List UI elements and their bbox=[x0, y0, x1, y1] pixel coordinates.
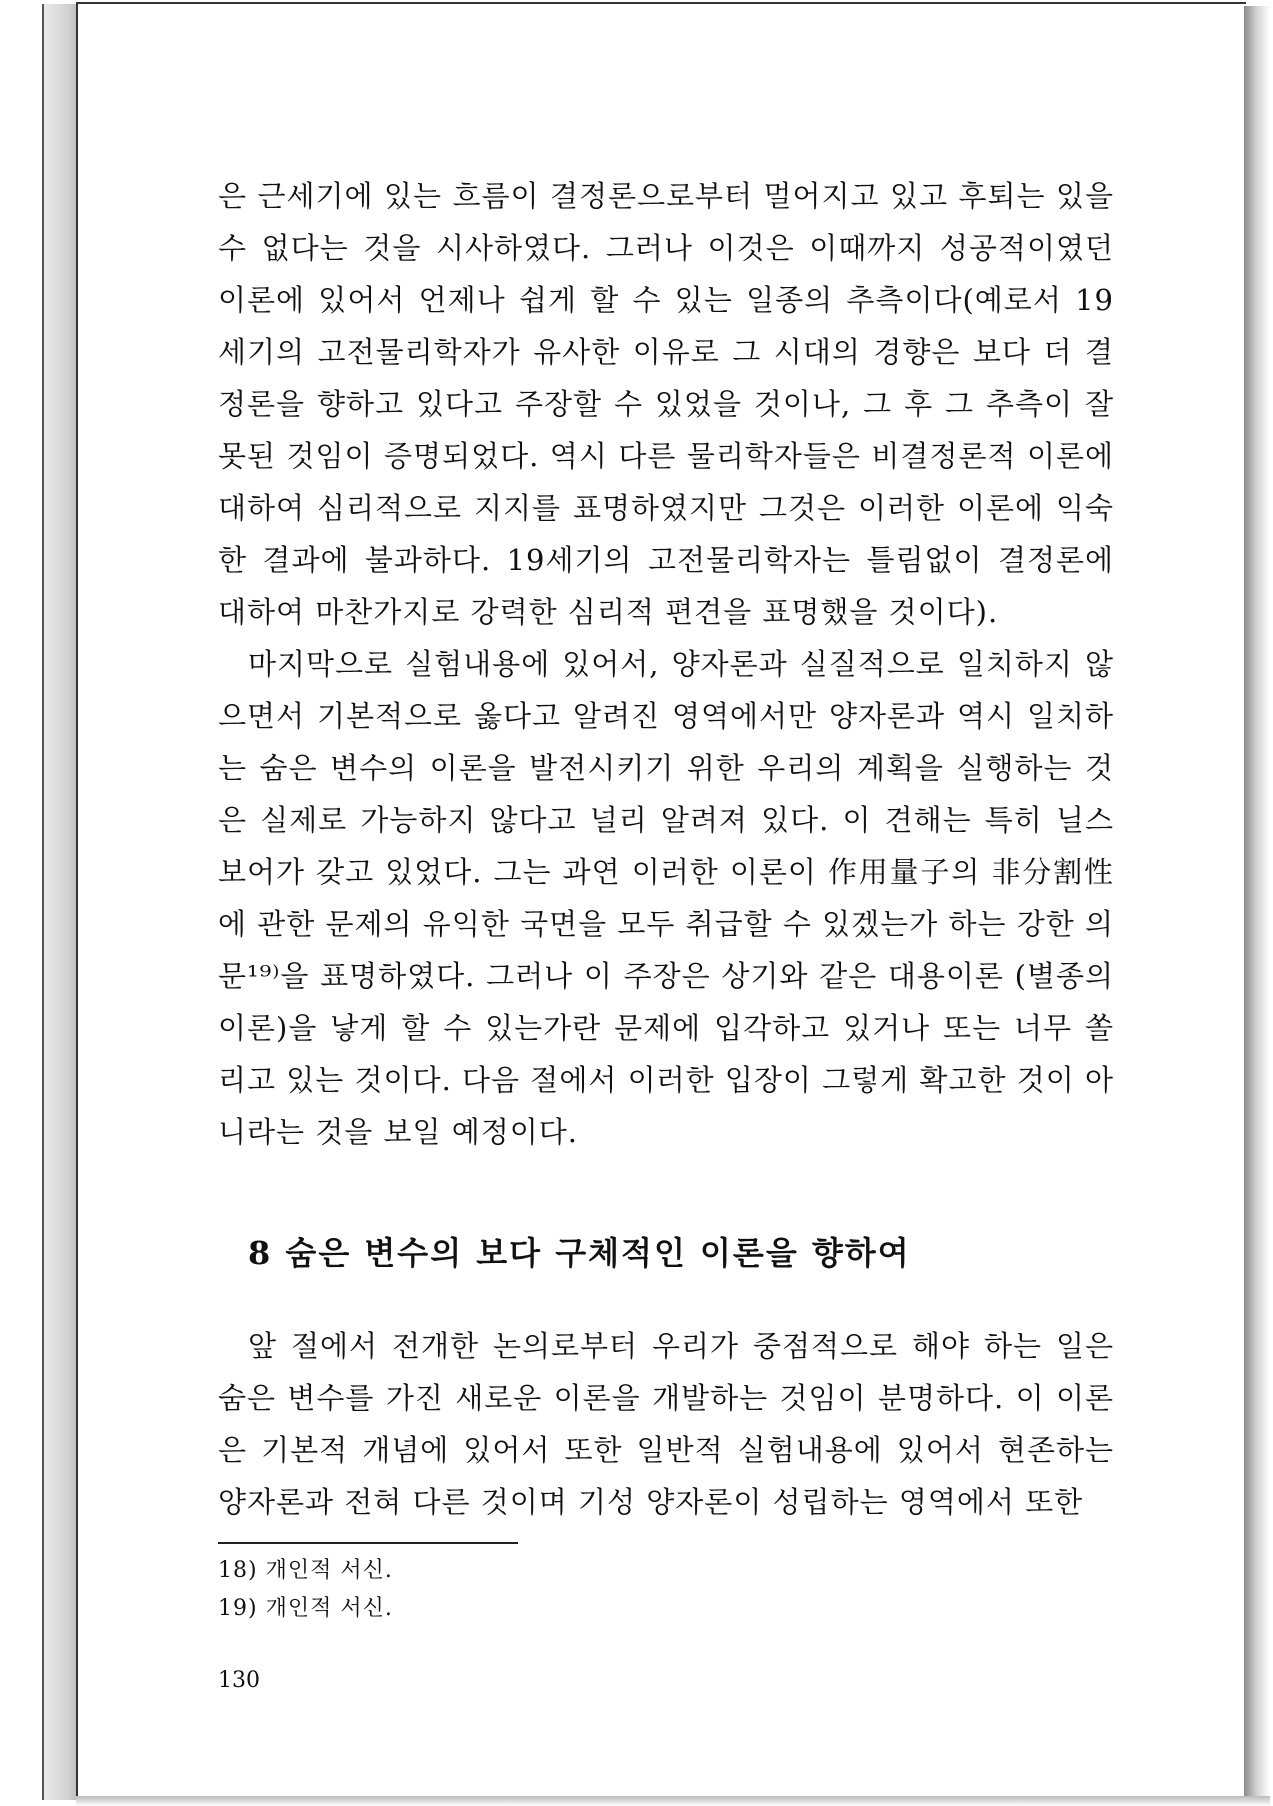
footnote-divider bbox=[218, 1542, 518, 1544]
page-content bbox=[218, 170, 1114, 1693]
footnote-19: 19) 개인적 서신. bbox=[218, 1596, 393, 1621]
section-paragraph: 앞 절에서 전개한 논의로부터 우리가 중점적으로 해야 하는 일은 숨은 변수를 가진 새로운 이론을 개발하는 것임이 분명하다. 이 이론은 기본적 개념에 있어서 또한 일반적 실험내용에 있어서 현존하는 양자론과 전혀 다른 것이며 기성 양자론이 성립하는 영역에서 또한 bbox=[218, 1329, 1114, 1519]
body-paragraph-2: 마지막으로 실험내용에 있어서, 양자론과 실질적으로 일치하지 않으면서 기본적으로 옳다고 알려진 영역에서만 양자론과 역시 일치하는 숨은 변수의 이론을 발전시키기 위한 우리의 계획을 실행하는 것은 실제로 가능하지 않다고 널리 알려져 있다. 이 견해는 특히 닐스 보어가 갖고 있었다. 그는 과연 이러한 이론이 作用量子의 非分割性에 관한 문제의 유익한 국면을 모두 취급할 수 있겠는가 하는 강한 의문¹⁹⁾을 표명하였다. 그러나 이 주장은 상기와 같은 대용이론 (별종의 이론)을 낳게 할 수 있는가란 문제에 입각하고 있거나 또는 너무 쏠리고 있는 것이다. 다음 절에서 이러한 입장이 그렇게 확고한 것이 아니라는 것을 보일 예정이다. bbox=[218, 647, 1114, 1149]
footnote-18: 18) 개인적 서신. bbox=[218, 1558, 393, 1583]
section-heading: 8 숨은 변수의 보다 구체적인 이론을 향하여 bbox=[248, 1234, 911, 1272]
body-paragraph-1: 은 근세기에 있는 흐름이 결정론으로부터 멀어지고 있고 후퇴는 있을 수 없다는 것을 시사하였다. 그러나 이것은 이때까지 성공적이였던 이론에 있어서 언제나 쉽게 할 수 있는 일종의 추측이다(예로서 19세기의 고전물리학자가 유사한 이유로 그 시대의 경향은 보다 더 결정론을 향하고 있다고 주장할 수 있었을 것이나, 그 후 그 추측이 잘못된 것임이 증명되었다. 역시 다른 물리학자들은 비결정론적 이론에 대하여 심리적으로 지지를 표명하였지만 그것은 이러한 이론에 익숙한 결과에 불과하다. 19세기의 고전물리학자는 틀림없이 결정론에 대하여 마찬가지로 강력한 심리적 편견을 표명했을 것이다). bbox=[218, 179, 1114, 629]
page-bottom-shadow bbox=[76, 1796, 1270, 1806]
book-spine bbox=[42, 4, 78, 1800]
page-edge-shadow bbox=[1244, 6, 1270, 1804]
page-number: 130 bbox=[218, 1668, 260, 1693]
